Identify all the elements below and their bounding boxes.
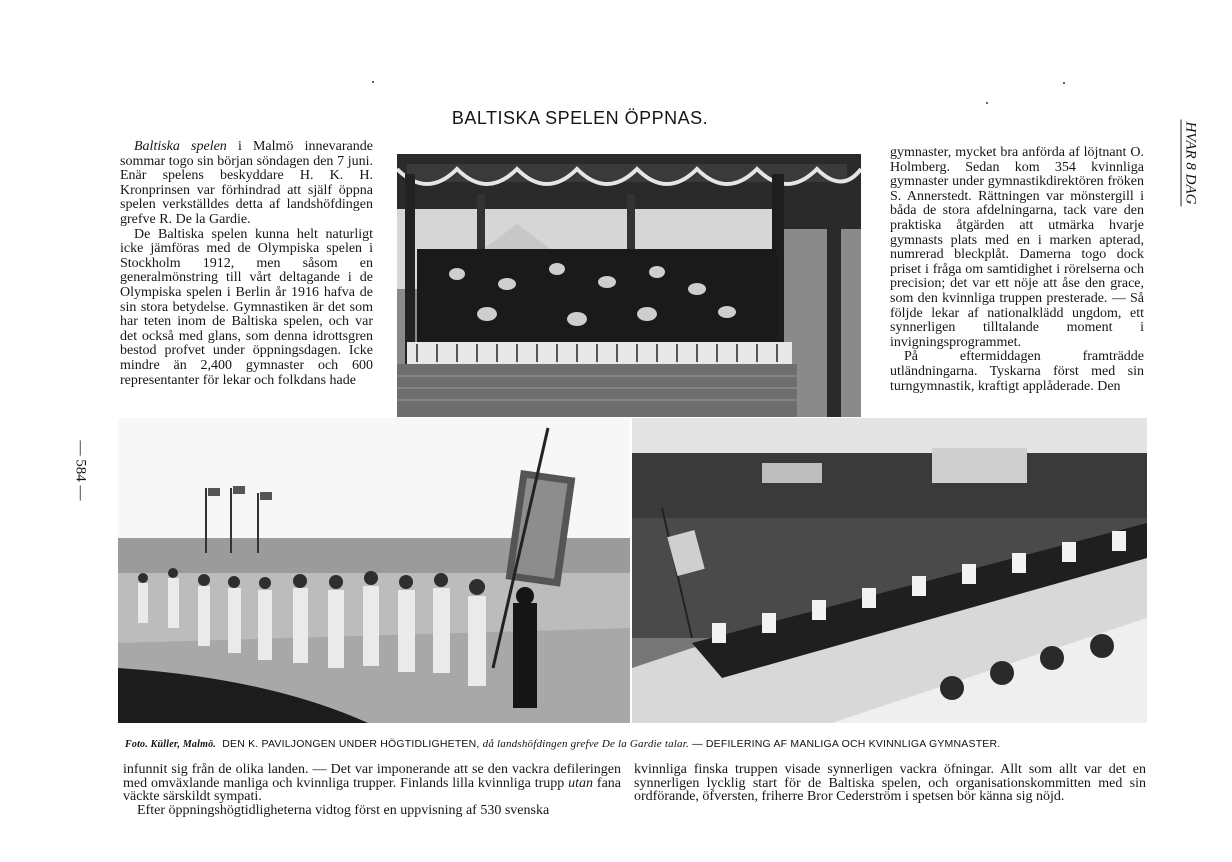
bottom-right-column <box>634 763 1146 804</box>
left-paragraph-2: De Baltiska spelen kunna helt naturligt icke jämföras med de Olympiska spelen i Stockholm 1912, men såsom en generalmönstring till vårt deltagande i de Olympiska spelen i Berlin år 1916 hafva de sin stora betydelse. Gymnastiken är det som har teten inom de Baltiska spelen, och var det också med glans, som denna idrottsgren bestod profvet under öppningsdagen. Icke mindre än 2,400 gymnaster och 600 representanter för lekar och folkdans hade <box>120 226 373 388</box>
left-paragraph-1: i Malmö innevarande sommar togo sin början söndagen den 7 juni. Enär spelens beskyddare H. K. H. Kronprinsen var förhindrad att själf öppna spelen verkställdes detta af landshöfdingen grefve R. De la Gardie. <box>120 139 373 227</box>
page-title: BALTISKA SPELEN ÖPPNAS. <box>451 108 709 128</box>
bottom-left-column <box>123 763 621 817</box>
men-parade-illustration <box>118 418 630 723</box>
women-parade-illustration <box>632 418 1147 723</box>
pavilion-illustration <box>397 154 861 417</box>
running-head <box>1176 110 1232 240</box>
lead-phrase: Baltiska spelen <box>134 139 227 154</box>
page-number <box>60 438 120 508</box>
men-parade-photo <box>118 418 630 723</box>
bottom-right-paragraph: kvinnliga finska truppen visade synnerligen vackra öfningar. Allt som allt var det en synnerligen lycklig start för de Baltiska spelen, och organisationskommitten med sin ordförande, öfversten, friherre Bror Cederström i spetsen bör känna sig nöjd. <box>634 762 1146 805</box>
photo-caption <box>125 738 1155 750</box>
left-column <box>120 140 373 388</box>
right-paragraph-2: På eftermiddagen framträdde utländningarna. Tyskarna först med sin turngymnastik, kraftigt applåderade. Den <box>890 349 1144 394</box>
photo-credit: Foto. Küller, Malmö. <box>125 739 216 750</box>
women-parade-photo <box>632 418 1147 723</box>
right-column <box>890 146 1144 394</box>
bottom-left-text-1: infunnit sig från de olika landen. — Det var imponerande att se den vackra defileringen med omväxlande manliga och kvinnliga trupper. Finlands lilla kvinnliga trupp <box>123 762 621 791</box>
print-speck <box>1063 82 1065 84</box>
pavilion-photo <box>397 154 861 417</box>
caption-part-1: DEN K. PAVILJONGEN UNDER HÖGTIDLIGHETEN, <box>222 738 480 750</box>
caption-part-3: — DEFILERING AF MANLIGA OCH KVINNLIGA GYMNASTER. <box>692 738 1001 750</box>
right-paragraph-1: gymnaster, mycket bra anförda af löjtnant O. Holmberg. Sedan kom 354 kvinnliga gymnaster under gymnastikdirektören fröken S. Annerstedt. Rättningen var mönstergill i båda de stora afdelningarna, tack vare den praktiska åtgärden att utmärka hvarje gymnasts plats med en i marken apterad, numrerad bleckplåt. Damerna togo dock priset i fråga om samtidighet i rörelserna och precision; det var ett nöje att åse den grace, som den kvinnliga truppen presterade. — Så följde lekar af nationalklädd ungdom, ett synnerligen tilltalande moment i invigningsprogrammet. <box>890 145 1144 350</box>
bottom-left-paragraph-2: Efter öppningshögtidligheterna vidtog först en uppvisning af 530 svenska <box>137 802 550 818</box>
caption-part-2: då landshöfdingen grefve De la Gardie talar. <box>482 738 689 750</box>
page-number-text: — 584 — <box>72 440 89 501</box>
print-speck <box>372 81 374 83</box>
bottom-left-utan: utan <box>568 775 594 791</box>
running-head-text: HVAR 8 DAG <box>1182 121 1199 205</box>
print-speck <box>986 102 988 104</box>
bottom-left-text-2: fana väckte särskildt sympati. <box>123 775 622 805</box>
